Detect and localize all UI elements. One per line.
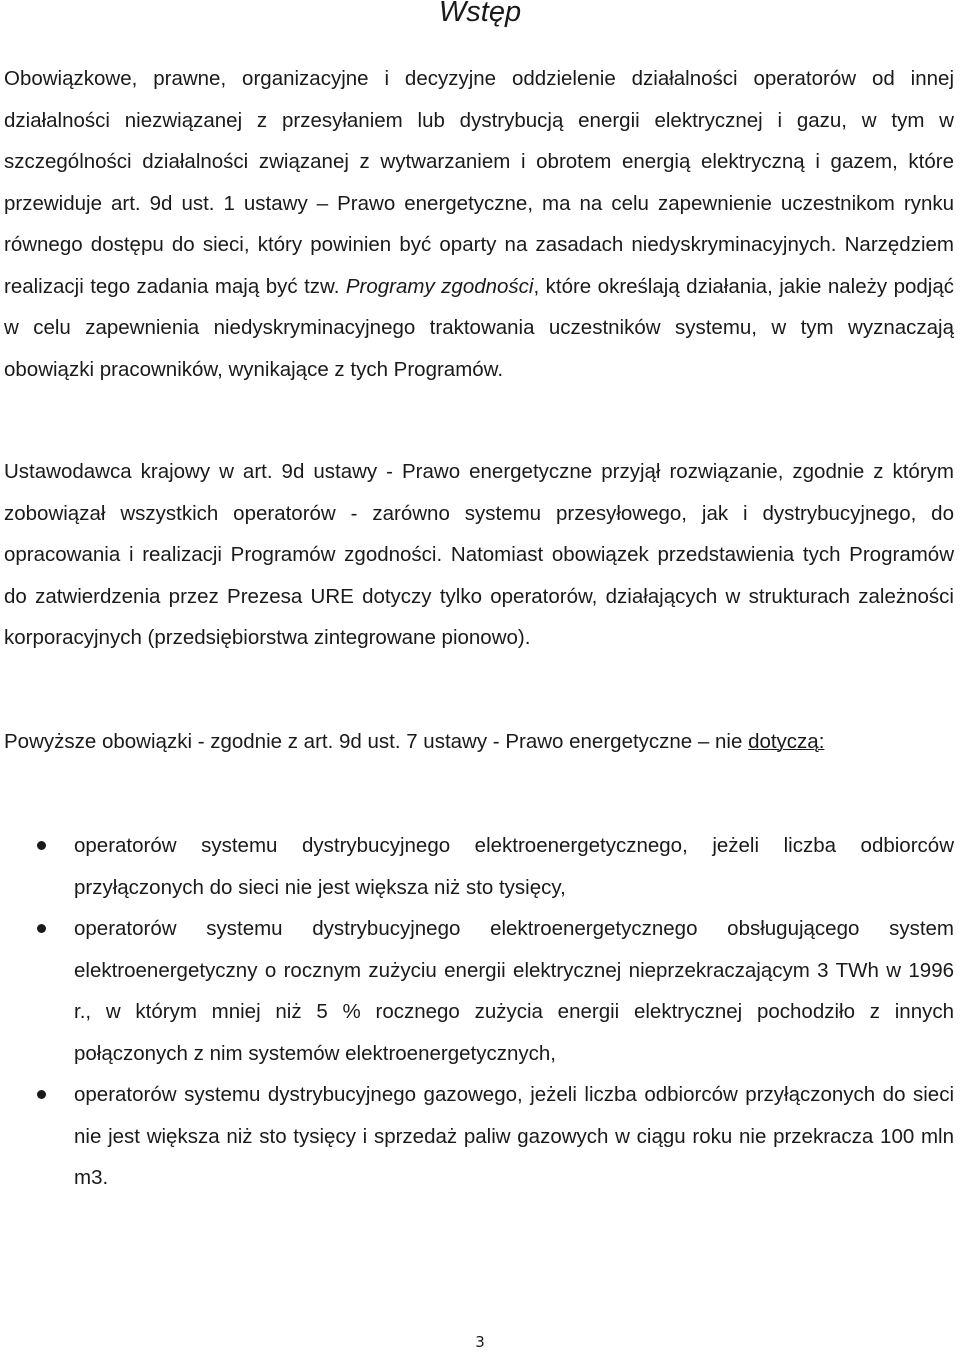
paragraph-obligations-text: Powyższe obowiązki - zgodnie z art. 9d ust. 7 ustawy - Prawo energetyczne – nie	[4, 730, 749, 753]
list-item	[0, 1074, 960, 1199]
list-item-text: operatorów systemu dystrybucyjnego gazowego, jeżeli liczba odbiorców przyłączonych do sieci nie jest większa niż sto tysięcy i sprzedaż paliw gazowych w ciągu roku nie przekracza 100 mln m3.	[74, 1083, 954, 1189]
exemptions-list	[0, 825, 960, 1199]
paragraph-intro-italic: Programy zgodności	[345, 274, 534, 298]
paragraph-obligations	[4, 721, 954, 763]
paragraph-intro-text: Obowiązkowe, prawne, organizacyjne i decyzyjne oddzielenie działalności operatorów od innej działalności niezwiązanej z przesyłaniem lub dystrybucją energii elektrycznej i gazu, w tym w szczególności działalności związanej z wytwarzaniem i obrotem energią elektryczną i gazem, które przewiduje art. 9d ust. 1 ustawy – Prawo energetyczne, ma na celu zapewnienie uczestnikom rynku równego dostępu do sieci, który powinien być oparty na zasadach niedyskryminacyjnych. Narzędziem realizacji tego zadania mają być tzw.	[4, 67, 954, 298]
paragraph-legislator: Ustawodawca krajowy w art. 9d ustawy - Prawo energetyczne przyjął rozwiązanie, zgodnie z którym zobowiązał wszystkich operatorów - zarówno systemu przesyłowego, jak i dystrybucyjnego, do opracowania i realizacji Programów zgodności. Natomiast obowiązek przedstawienia tych Programów do zatwierdzenia przez Prezesa URE dotyczy tylko operatorów, działających w strukturach zależności korporacyjnych (przedsiębiorstwa zintegrowane pionowo).	[4, 460, 954, 649]
paragraph-obligations-underlined: dotyczą:	[748, 730, 825, 753]
bullet-icon	[37, 924, 46, 933]
bullet-icon	[37, 841, 46, 850]
page-number: 3	[475, 1333, 485, 1351]
page-title: Wstęp	[438, 0, 522, 28]
bullet-icon	[37, 1090, 46, 1099]
paragraph-intro	[4, 58, 954, 390]
list-item-text: operatorów systemu dystrybucyjnego elektroenergetycznego obsługującego system elektroenergetyczny o rocznym zużyciu energii elektrycznej nieprzekraczającym 3 TWh w 1996 r., w którym mniej niż 5 % rocznego zużycia energii elektrycznej pochodziło z innych połączonych z nim systemów elektroenergetycznych,	[74, 917, 954, 1065]
list-item-text: operatorów systemu dystrybucyjnego elektroenergetycznego, jeżeli liczba odbiorców przyłączonych do sieci nie jest większa niż sto tysięcy,	[74, 834, 954, 899]
paragraph-intro-text-end: , które określają działania, jakie należy podjąć w celu zapewnienia niedyskryminacyjnego traktowania uczestników systemu, w tym wyznaczają obowiązki pracowników, wynikające z tych Programów.	[4, 274, 954, 381]
list-item	[0, 908, 960, 1074]
list-item	[0, 825, 960, 908]
